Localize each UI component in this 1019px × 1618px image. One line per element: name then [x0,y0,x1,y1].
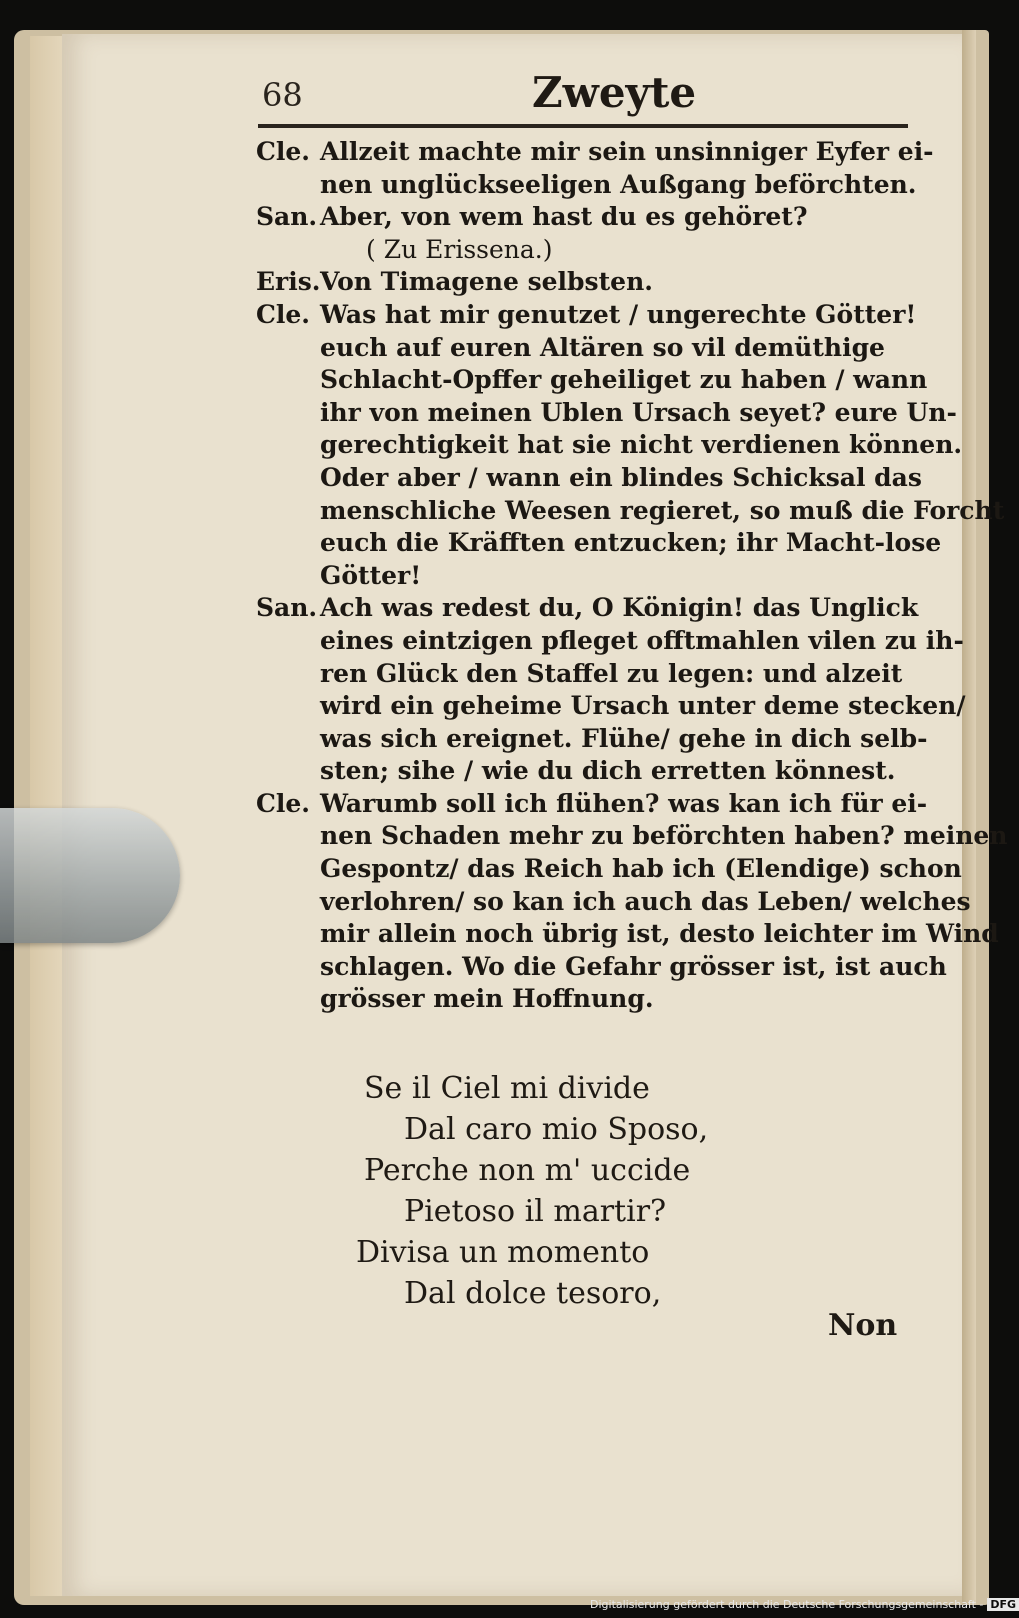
credit-text: Digitalisierung gefördert durch die Deutsche Forschungsgemeinschaft - [590,1598,984,1611]
text-line: wird ein geheime Ursach unter deme stecken/ [320,691,966,721]
speech [256,266,906,299]
speaker-label: Cle. [256,299,311,329]
speaker-label: Eris. [256,267,321,297]
header-rule [258,124,908,128]
text-line: gerechtigkeit hat sie nicht verdienen können. [320,430,963,460]
text-line: Warumb soll ich flühen? was kan ich für ei- [320,788,928,818]
verse-line: Dal caro mio Sposo, [404,1112,709,1147]
text-line: Götter! [320,560,422,590]
text-line: menschliche Weesen regieret, so muß die Forcht [320,495,1005,525]
aria-verse [356,1068,806,1314]
text-line: Gespontz/ das Reich hab ich (Elendige) schon [320,854,962,884]
text-line: ihr von meinen Ublen Ursach seyet? eure Un- [320,397,957,427]
text-line: schlagen. Wo die Gefahr grösser ist, ist auch [320,951,947,981]
text-line: mir allein noch übrig ist, desto leichter im Wind [320,919,999,949]
speech [256,299,1005,592]
text-line: Von Timagene selbsten. [320,267,653,297]
text-line: grösser mein Hoffnung. [320,984,654,1014]
page-header [262,68,910,124]
stage-direction: ( Zu Erissena.) [366,234,553,264]
text-line: Aber, von wem hast du es gehöret? [320,202,808,232]
verse-line: Divisa un momento [356,1235,650,1270]
verse-line: Dal dolce tesoro, [404,1276,662,1311]
speaker-label: Cle. [256,137,311,166]
running-head: Zweyte [532,68,697,117]
speech [256,201,906,234]
text-line: Oder aber / wann ein blindes Schicksal das [320,462,922,492]
speaker-label: Cle. [256,788,311,818]
verse-line: Pietoso il martir? [404,1194,667,1229]
speech [256,136,934,201]
speech-lines [320,788,1008,1016]
page-number: 68 [262,76,303,114]
text-line: Was hat mir genutzet / ungerechte Götter! [320,299,917,329]
catchword: Non [828,1308,898,1343]
text-line: eines eintzigen pfleget offtmahlen vilen zu ih- [320,625,964,655]
text-line: nen Schaden mehr zu beförchten haben? meinen [320,821,1008,851]
dialogue-text [256,136,1008,1016]
text-line: nen unglückseeligen Außgang beförchten. [320,169,917,199]
speech-lines [320,201,906,234]
verse-line: Perche non m' uccide [364,1153,691,1188]
text-line: Allzeit machte mir sein unsinniger Eyfer ei- [320,137,934,166]
speech [256,788,1008,1016]
speech [256,592,966,788]
verse-line: Se il Ciel mi divide [364,1071,650,1106]
speech-lines [320,592,965,788]
text-line: Schlacht-Opffer geheiliget zu haben / wann [320,365,928,395]
speaker-label: San. [256,593,318,623]
page-clip [0,808,180,943]
text-line: verlohren/ so kan ich auch das Leben/ welches [320,886,971,916]
text-line: was sich ereignet. Flühe/ gehe in dich selb- [320,723,928,753]
digitization-credit [590,1598,1019,1611]
text-line: Ach was redest du, O Königin! das Unglick [320,593,919,623]
text-line: ren Glück den Staffel zu legen: und alzeit [320,658,903,688]
text-line: euch die Kräfften entzucken; ihr Macht-lose [320,528,942,558]
dfg-logo: DFG [987,1598,1019,1611]
text-line: sten; sihe / wie du dich erretten könnest. [320,756,896,786]
text-line: euch auf euren Altären so vil demüthige [320,332,885,362]
speaker-label: San. [256,202,318,232]
speech-lines [320,299,1004,592]
speech-lines [320,136,934,201]
speech-lines [320,266,906,299]
